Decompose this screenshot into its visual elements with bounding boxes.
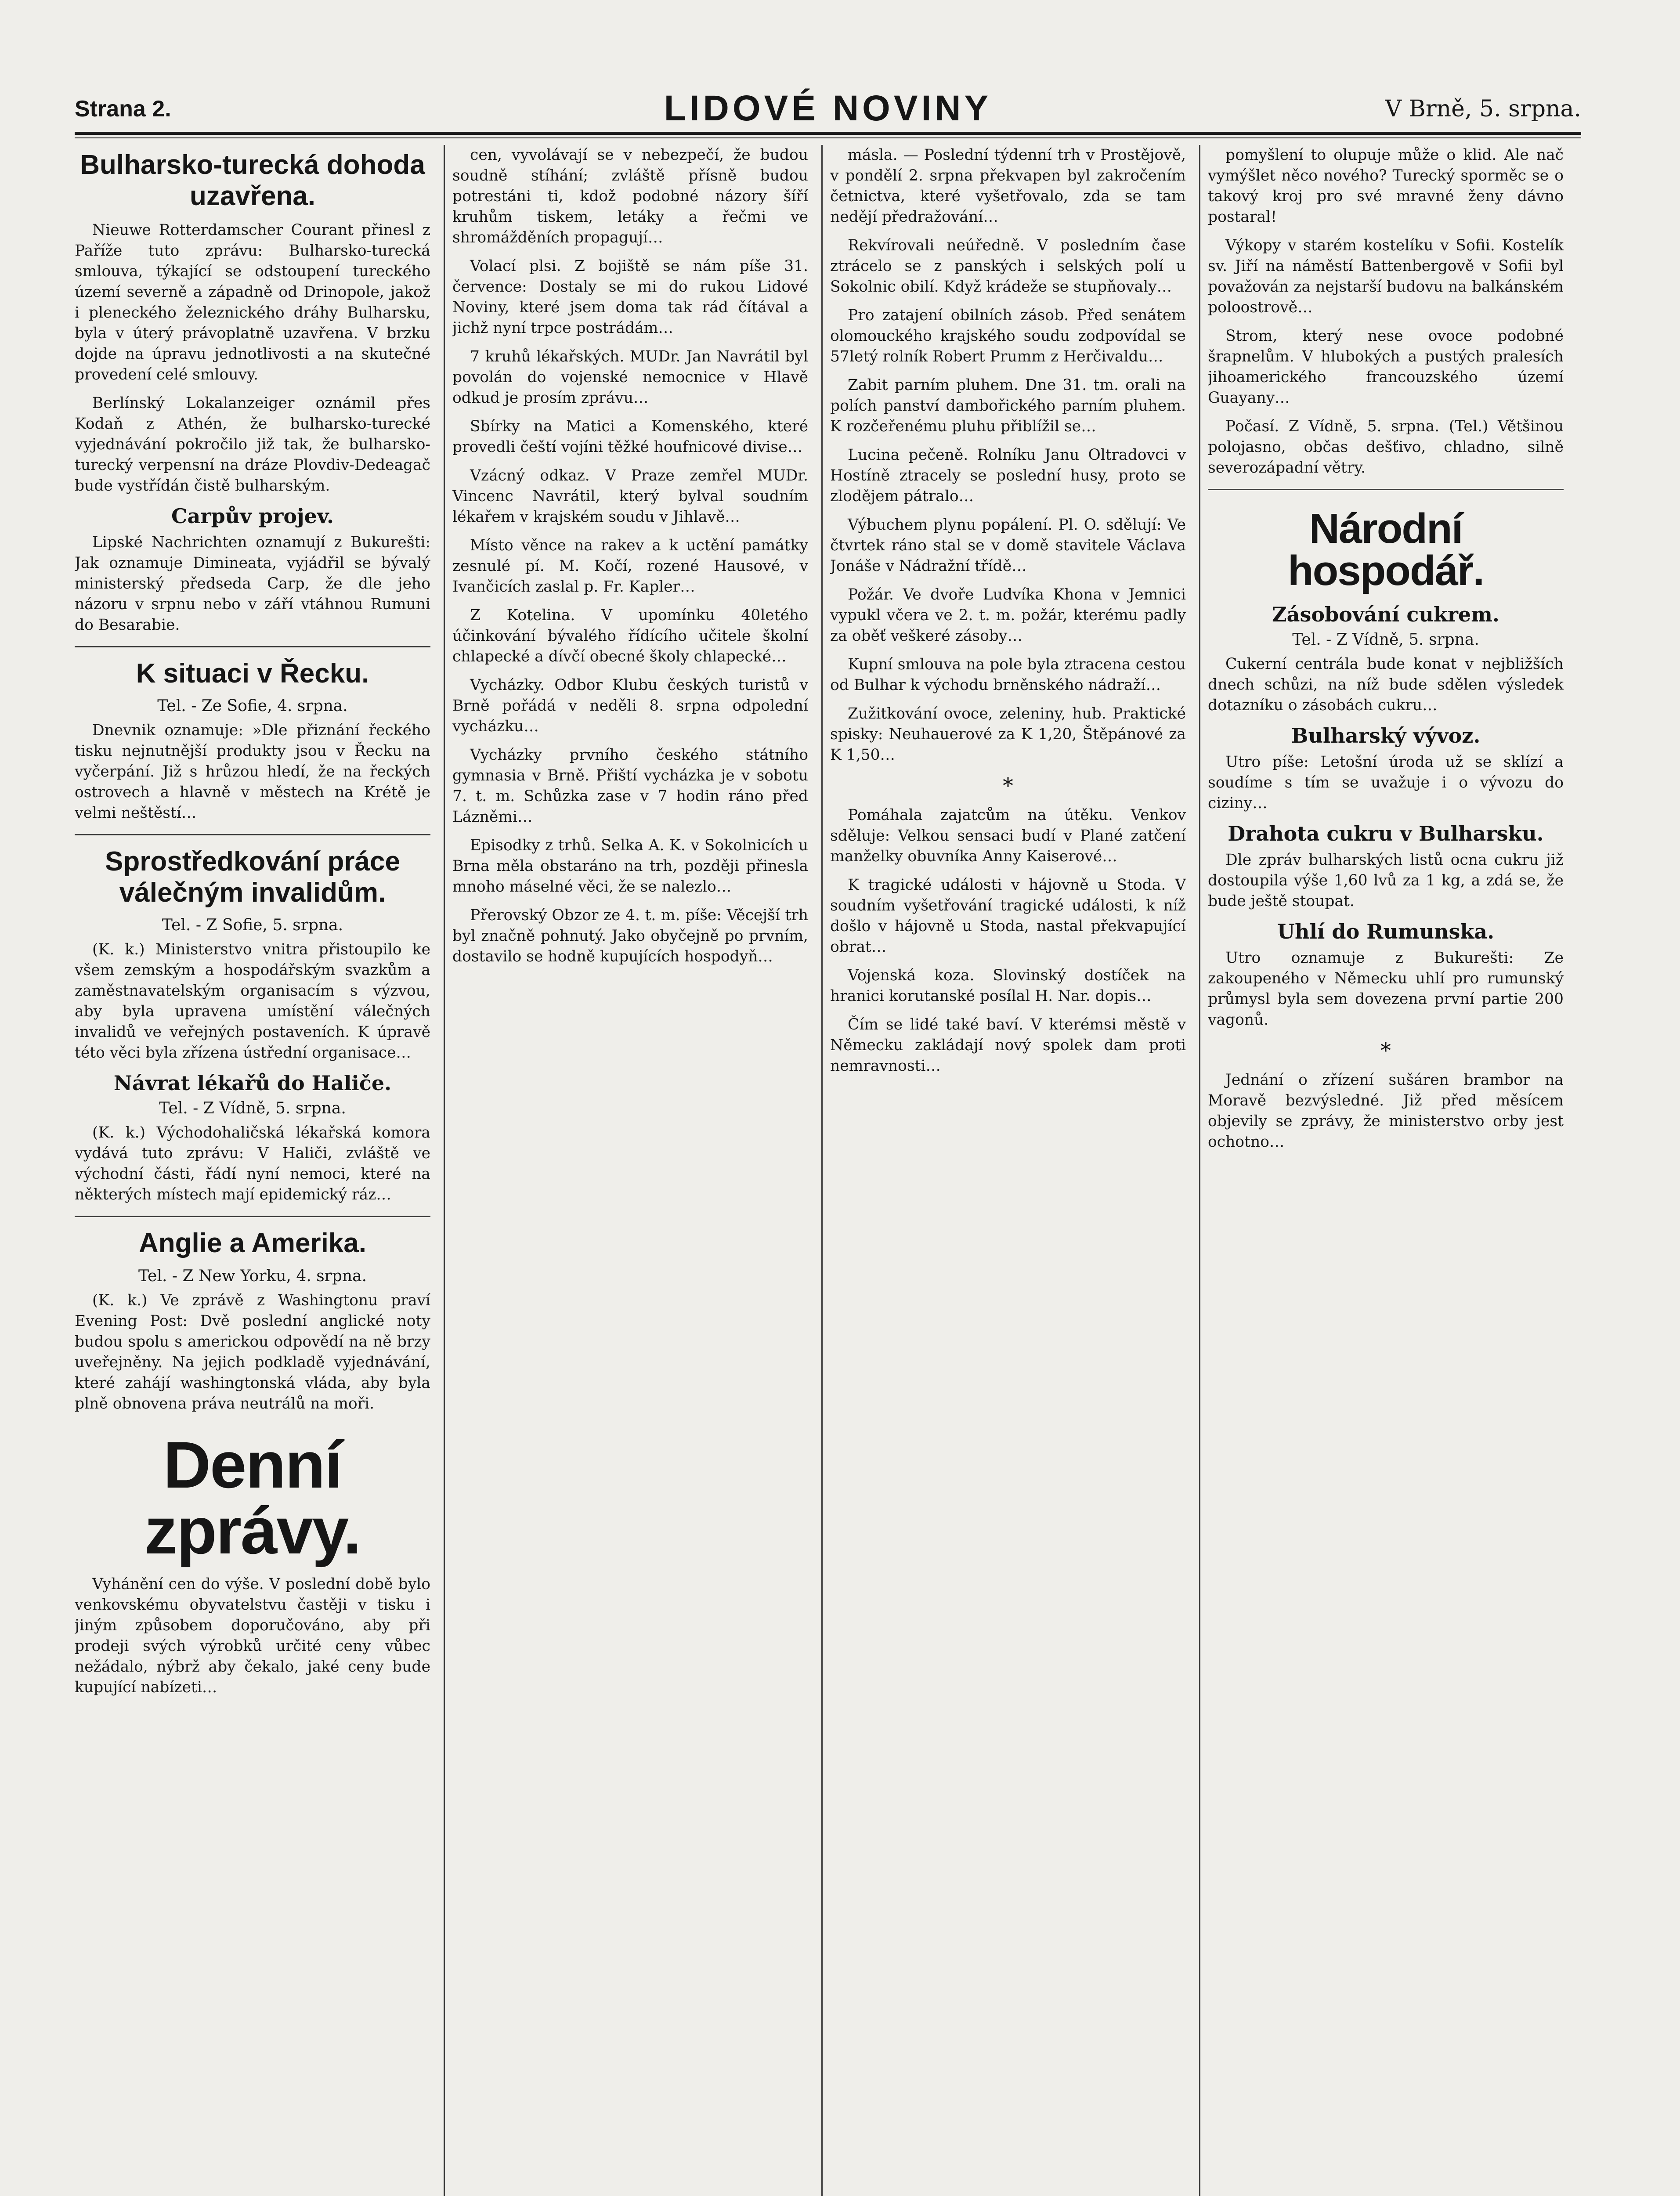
article-body: Výkopy v starém kostelíku v Sofii. Kostelík sv. Jiří na náměstí Battenbergově v Sofii byl považován za nejstarší budovu na balkánském poloostrově… — [1208, 237, 1564, 316]
dateline: Tel. - Z Vídně, 5. srpna. — [159, 1099, 346, 1118]
headline: Anglie a Amerika. — [138, 1228, 366, 1259]
article-body: Utro píše: Letošní úroda už se sklízí a soudíme s tím se uvažuje i o vývozu do ciziny… — [1208, 753, 1564, 812]
newspaper-title: LIDOVÉ NOVINY — [664, 88, 992, 128]
column-divider — [444, 145, 445, 2196]
article-body: Pomáhala zajatcům na útěku. Venkov sděluje: Velkou sensaci budí v Plané zatčení manželky obuvníka Anny Kaiserové… — [830, 806, 1186, 865]
page-number: Strana 2. — [75, 96, 171, 122]
column-divider — [1199, 145, 1200, 2196]
article-body: Cukerní centrála bude konat v nejbližších dnech schůzi, na níž bude sdělen výsledek dotazníku o zásobách cukru… — [1208, 655, 1564, 714]
article-body: Kupní smlouva na pole byla ztracena cestou od Bulhar k východu brněnského nádraží… — [830, 656, 1186, 694]
article-body: Dle zpráv bulharských listů ocna cukru již dostoupila výše 1,60 lvů za 1 kg, a zdá se, že bude ještě stoupat. — [1208, 851, 1564, 910]
subheading: Uhlí do Rumunska. — [1277, 920, 1495, 943]
article-body: Vzácný odkaz. V Praze zemřel MUDr. Vincenc Navrátil, který bylval soudním lékařem v krajském soudu v Jihlavě… — [452, 467, 808, 526]
article-body: pomyšlení to olupuje může o klid. Ale nač vymýšlet něco nového? Turecký sporměc se o takový kroj pro své mravné ženy dávno postaral! — [1208, 146, 1564, 226]
article-body: Volací plsi. Z bojiště se nám píše 31. července: Dostaly se mi do rukou Lidové Noviny, které jsem doma tak rád čítával a jichž nyní trpce postrádám… — [452, 257, 808, 337]
article-body: (K. k.) Ve zprávě z Washingtonu praví Evening Post: Dvě poslední anglické noty budou spolu s americkou odpovědí na ně brzy uveřejněny. Na jejich podkladě vyjednávání, které zahájí washingtonská vláda, aby byla plně obnovena práva neutrálů na moři. — [75, 1291, 430, 1412]
article-body: Berlínský Lokalanzeiger oznámil přes Kodaň z Athén, že bulharsko-turecké vyjednávání pokročilo již tak, že bulharsko-turecký verpensní na dráze Plovdiv-Dedeagač bude vystřídán čistě bulharským. — [75, 394, 430, 495]
divider — [75, 834, 430, 835]
masthead — [75, 88, 1581, 127]
article-body: (K. k.) Ministerstvo vnitra přistoupilo ke všem zemským a hospodářským svazkům a zaměstnavatelským organisacím s výzvou, aby byla upravena umístění válečných invalidů ve veřejných postaveních. K úpravě této věci byla zřízena ústřední organisace… — [75, 941, 430, 1062]
article-body: Místo věnce na rakev a k uctění památky zesnulé pí. M. Kočí, rozené Hausové, v Ivančicích zaslal p. Fr. Kapler… — [452, 537, 808, 596]
article-body: Požár. Ve dvoře Ludvíka Khona v Jemnici vypukl včera ve 2. t. m. požár, kterému padly za oběť veškeré zásoby… — [830, 586, 1186, 645]
article-body: másla. — Poslední týdenní trh v Prostějově, v pondělí 2. srpna překvapen byl zakročením četnictva, které vyšetřovalo, zda se tam nedějí předražování… — [830, 146, 1186, 226]
article-body: Strom, který nese ovoce podobné šrapnelům. V hlubokých a pustých pralesích jihoamerického francouzského území Guayany… — [1208, 327, 1564, 407]
article-body: Vycházky. Odbor Klubu českých turistů v Brně pořádá v neděli 8. srpna odpolední vycházku… — [452, 676, 808, 735]
column-divider — [821, 145, 823, 2196]
article-body: Pro zatajení obilních zásob. Před senátem olomouckého krajského soudu zodpovídal se 57letý rolník Robert Prumm z Herčivaldu… — [830, 307, 1186, 365]
masthead-rule — [75, 132, 1581, 135]
article-body: Lipské Nachrichten oznamují z Bukurešti: Jak oznamuje Dimineata, vyjádřil se bývalý ministerský předseda Carp, že dle jeho názoru v srpnu nebo v září vtáhnou Rumuni do Besarabie. — [75, 533, 430, 634]
article-body: Vycházky prvního českého státního gymnasia v Brně. Přiští vycházka je v sobotu 7. t. m. Schůzka zase v 7 hodin ráno před Lázněmi… — [452, 746, 808, 826]
article-body: Zabit parním pluhem. Dne 31. tm. orali na polích panství dambořického parním pluhem. K rozčeřenému pluhu přiblížil se… — [830, 376, 1186, 435]
article-body: 7 kruhů lékařských. MUDr. Jan Navrátil byl povolán do vojenské nemocnice v Hlavě odkud je prosím zprávu… — [452, 348, 808, 407]
article-body: Vyhánění cen do výše. V poslední době bylo venkovskému obyvatelstvu častěji v tisku i jiným způsobem doporučováno, aby při prodeji svých výrobků určité ceny vůbec nežádalo, nýbrž aby čekalo, jaké ceny bude kupující nabízeti… — [75, 1575, 430, 1696]
article-body: Zužitkování ovoce, zeleniny, hub. Praktické spisky: Neuhauerové za K 1,20, Štěpánové za K 1,50… — [830, 705, 1186, 764]
article-body: K tragické události v hájovně u Stoda. V soudním vyšetřování tragické události, k níž došlo v hájovně u Stoda, nastal překvapující obrat… — [830, 876, 1186, 956]
headline: K situaci v Řecku. — [136, 658, 369, 689]
article-body: Jednání o zřízení sušáren brambor na Moravě bezvýsledné. Již před měsícem objevily se zprávy, že ministerstvo orby jest ochotno… — [1208, 1071, 1564, 1151]
article-body: (K. k.) Východohaličská lékařská komora vydává tuto zprávu: V Haliči, zvláště ve východní části, řádí nyní nemoci, které na některých místech mají epidemický ráz… — [75, 1124, 430, 1204]
dateline: Tel. - Ze Sofie, 4. srpna. — [157, 697, 348, 715]
article-body: Sbírky na Matici a Komenského, které provedli čeští vojíni těžké houfnicové divise… — [452, 418, 808, 456]
dateline: Tel. - Z New Yorku, 4. srpna. — [138, 1267, 367, 1285]
article-body: Přerovský Obzor ze 4. t. m. píše: Věcejší trh byl značně pohnutý. Jako obyčejně po prvním, dostavilo se hodně kupujících hospodyň… — [452, 907, 808, 965]
headline: Sprostředkování práce válečným invalidům. — [105, 846, 400, 908]
article-body: Výbuchem plynu popálení. Pl. O. sdělují: Ve čtvrtek ráno stal se v domě stavitele Václava Jonáše v Nádražní třídě… — [830, 516, 1186, 575]
divider — [75, 1216, 430, 1217]
article-body: Vojenská koza. Slovinský dostíček na hranici korutanské posílal H. Nar. dopis… — [830, 967, 1186, 1005]
subheading: Návrat lékařů do Haliče. — [113, 1071, 392, 1095]
article-body: Čím se lidé také baví. V kterémsi městě v Německu zakládají nový spolek dam proti nemravnosti… — [830, 1016, 1186, 1075]
column-3 — [830, 145, 1186, 2196]
separator-star: * — [1003, 773, 1013, 798]
article-body: Počasí. Z Vídně, 5. srpna. (Tel.) Většinou polojasno, občas dešťivo, chladno, silně severozápadní větry. — [1208, 418, 1564, 477]
column-2 — [452, 145, 808, 2196]
divider — [75, 646, 430, 647]
section-title: Národní hospodář. — [1287, 505, 1484, 594]
dateline: Tel. - Z Sofie, 5. srpna. — [162, 916, 343, 935]
divider — [1208, 489, 1564, 490]
dateline: Tel. - Z Vídně, 5. srpna. — [1292, 631, 1479, 649]
separator-star: * — [1380, 1038, 1391, 1063]
masthead-rule-thin — [75, 137, 1581, 138]
section-title: Denní zprávy. — [145, 1427, 361, 1568]
subheading: Drahota cukru v Bulharsku. — [1228, 822, 1544, 845]
subheading: Bulharský vývoz. — [1291, 724, 1481, 748]
issue-date: V Brně, 5. srpna. — [1385, 96, 1581, 122]
article-body: Lucina pečeně. Rolníku Janu Oltradovci v Hostíně ztracely se poslední husy, proto se zlodějem pátralo… — [830, 446, 1186, 505]
article-body: Dnevnik oznamuje: »Dle přiznání řeckého tisku nejnutnější produkty jsou v Řecku na vyčerpání. Již s hrůzou hledí, že na řeckých ostrovech a hlavně v městech na Krétě je velmi neštěstí… — [75, 721, 430, 822]
article-body: Z Kotelina. V upomínku 40letého účinkování bývalého řídícího učitele školní chlapecké a dívčí obecné školy chlapecké… — [452, 607, 808, 665]
column-4 — [1208, 145, 1564, 2196]
column-1 — [75, 145, 430, 2196]
subheading: Zásobování cukrem. — [1272, 603, 1499, 626]
headline: Bulharsko-turecká dohoda uzavřena. — [80, 150, 425, 212]
article-body: Utro oznamuje z Bukurešti: Ze zakoupeného v Německu uhlí pro rumunský průmysl byla sem dovezena první partie 200 vagonů. — [1208, 949, 1564, 1029]
article-body: Rekvírovali neúředně. V posledním čase ztrácelo se z panských i selských polí u Sokolnic obilí. Když krádeže se stupňovaly… — [830, 237, 1186, 296]
article-body: Episodky z trhů. Selka A. K. v Sokolnicích u Brna měla obstaráno na trh, později přinesla mnoho máselné věci, že se nalezlo… — [452, 837, 808, 896]
article-body: Nieuwe Rotterdamscher Courant přinesl z Paříže tuto zprávu: Bulharsko-turecká smlouva, týkající se odstoupení tureckého území severně a západně od Drinopole, jakož i pleneckého železnického dráhy Bulharsku, byla v úterý právoplatně uzavřena. V brzku dojde na úpravu jednotlivosti a na skutečné provedení celé smlouvy. — [75, 221, 430, 383]
subheading: Carpův projev. — [171, 504, 334, 528]
article-body: cen, vyvolávají se v nebezpečí, že budou soudně stíhání; zvláště přísně budou potrestáni ti, kdož podobné názory šíří kruhům tiskem, letáky a řečmi ve shromážděních propagují… — [452, 146, 808, 246]
